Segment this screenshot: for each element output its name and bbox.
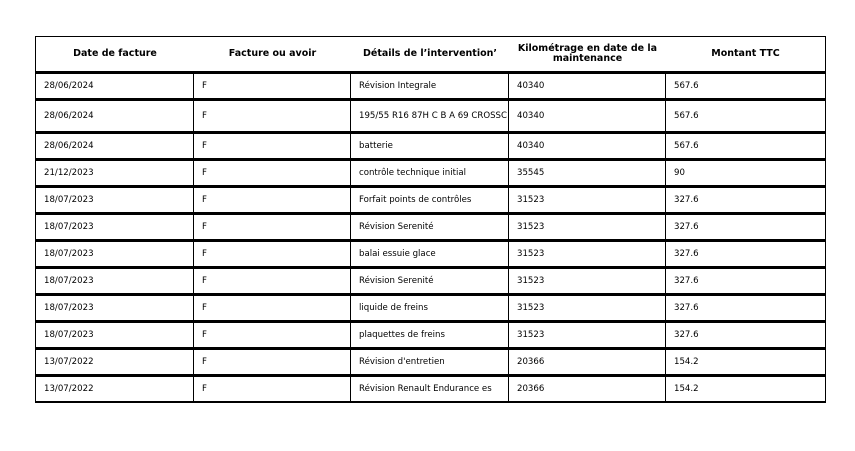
cell-mileage: 31523 bbox=[509, 186, 666, 213]
cell-details: Révision Integrale bbox=[351, 73, 509, 99]
cell-mileage: 31523 bbox=[509, 240, 666, 267]
cell-date: 18/07/2023 bbox=[36, 186, 194, 213]
cell-type: F bbox=[194, 294, 351, 321]
cell-type: F bbox=[194, 132, 351, 159]
cell-details: Révision Serenité bbox=[351, 267, 509, 294]
cell-date: 18/07/2023 bbox=[36, 240, 194, 267]
header-mileage: Kilométrage en date de la maintenance bbox=[509, 37, 666, 73]
cell-amount: 327.6 bbox=[666, 267, 825, 294]
cell-mileage: 20366 bbox=[509, 348, 666, 375]
table-row bbox=[36, 294, 825, 321]
cell-details: Révision Renault Endurance es bbox=[351, 375, 509, 402]
cell-amount: 327.6 bbox=[666, 321, 825, 348]
cell-date: 28/06/2024 bbox=[36, 73, 194, 99]
table-row bbox=[36, 375, 825, 402]
cell-amount: 567.6 bbox=[666, 99, 825, 132]
cell-details: Révision d'entretien bbox=[351, 348, 509, 375]
table-row bbox=[36, 99, 825, 132]
cell-mileage: 31523 bbox=[509, 267, 666, 294]
cell-mileage: 40340 bbox=[509, 132, 666, 159]
cell-details: contrôle technique initial bbox=[351, 159, 509, 186]
cell-mileage: 40340 bbox=[509, 99, 666, 132]
header-intervention-details: Détails de l’intervention’ bbox=[351, 37, 509, 73]
maintenance-history-table bbox=[35, 36, 826, 403]
table-row bbox=[36, 348, 825, 375]
cell-amount: 154.2 bbox=[666, 375, 825, 402]
table-body bbox=[36, 73, 825, 402]
cell-details: 195/55 R16 87H C B A 69 CROSSC bbox=[351, 99, 509, 132]
cell-date: 28/06/2024 bbox=[36, 99, 194, 132]
cell-type: F bbox=[194, 240, 351, 267]
table-row bbox=[36, 240, 825, 267]
cell-mileage: 20366 bbox=[509, 375, 666, 402]
cell-date: 18/07/2023 bbox=[36, 213, 194, 240]
header-amount-ttc: Montant TTC bbox=[666, 37, 825, 73]
table-row bbox=[36, 213, 825, 240]
cell-date: 21/12/2023 bbox=[36, 159, 194, 186]
cell-type: F bbox=[194, 213, 351, 240]
cell-date: 18/07/2023 bbox=[36, 294, 194, 321]
cell-amount: 327.6 bbox=[666, 186, 825, 213]
cell-details: liquide de freins bbox=[351, 294, 509, 321]
cell-mileage: 35545 bbox=[509, 159, 666, 186]
cell-details: Révision Serenité bbox=[351, 213, 509, 240]
header-invoice-date: Date de facture bbox=[36, 37, 194, 73]
cell-amount: 327.6 bbox=[666, 213, 825, 240]
table-row bbox=[36, 159, 825, 186]
table-row bbox=[36, 186, 825, 213]
cell-amount: 327.6 bbox=[666, 240, 825, 267]
table-header bbox=[36, 37, 825, 73]
cell-date: 18/07/2023 bbox=[36, 267, 194, 294]
cell-type: F bbox=[194, 375, 351, 402]
cell-type: F bbox=[194, 99, 351, 132]
cell-details: batterie bbox=[351, 132, 509, 159]
cell-amount: 567.6 bbox=[666, 132, 825, 159]
cell-type: F bbox=[194, 186, 351, 213]
cell-mileage: 31523 bbox=[509, 294, 666, 321]
maintenance-history-table-container bbox=[35, 36, 824, 403]
table-row bbox=[36, 73, 825, 99]
cell-date: 28/06/2024 bbox=[36, 132, 194, 159]
cell-mileage: 31523 bbox=[509, 213, 666, 240]
cell-mileage: 40340 bbox=[509, 73, 666, 99]
cell-type: F bbox=[194, 267, 351, 294]
cell-date: 13/07/2022 bbox=[36, 375, 194, 402]
table-row bbox=[36, 321, 825, 348]
cell-type: F bbox=[194, 159, 351, 186]
table-row bbox=[36, 267, 825, 294]
table-row bbox=[36, 132, 825, 159]
cell-date: 18/07/2023 bbox=[36, 321, 194, 348]
cell-amount: 327.6 bbox=[666, 294, 825, 321]
cell-details: plaquettes de freins bbox=[351, 321, 509, 348]
header-invoice-or-credit: Facture ou avoir bbox=[194, 37, 351, 73]
cell-type: F bbox=[194, 321, 351, 348]
cell-amount: 154.2 bbox=[666, 348, 825, 375]
cell-details: Forfait points de contrôles bbox=[351, 186, 509, 213]
cell-amount: 90 bbox=[666, 159, 825, 186]
cell-date: 13/07/2022 bbox=[36, 348, 194, 375]
cell-mileage: 31523 bbox=[509, 321, 666, 348]
cell-amount: 567.6 bbox=[666, 73, 825, 99]
header-row bbox=[36, 37, 825, 73]
cell-details: balai essuie glace bbox=[351, 240, 509, 267]
cell-type: F bbox=[194, 348, 351, 375]
cell-type: F bbox=[194, 73, 351, 99]
